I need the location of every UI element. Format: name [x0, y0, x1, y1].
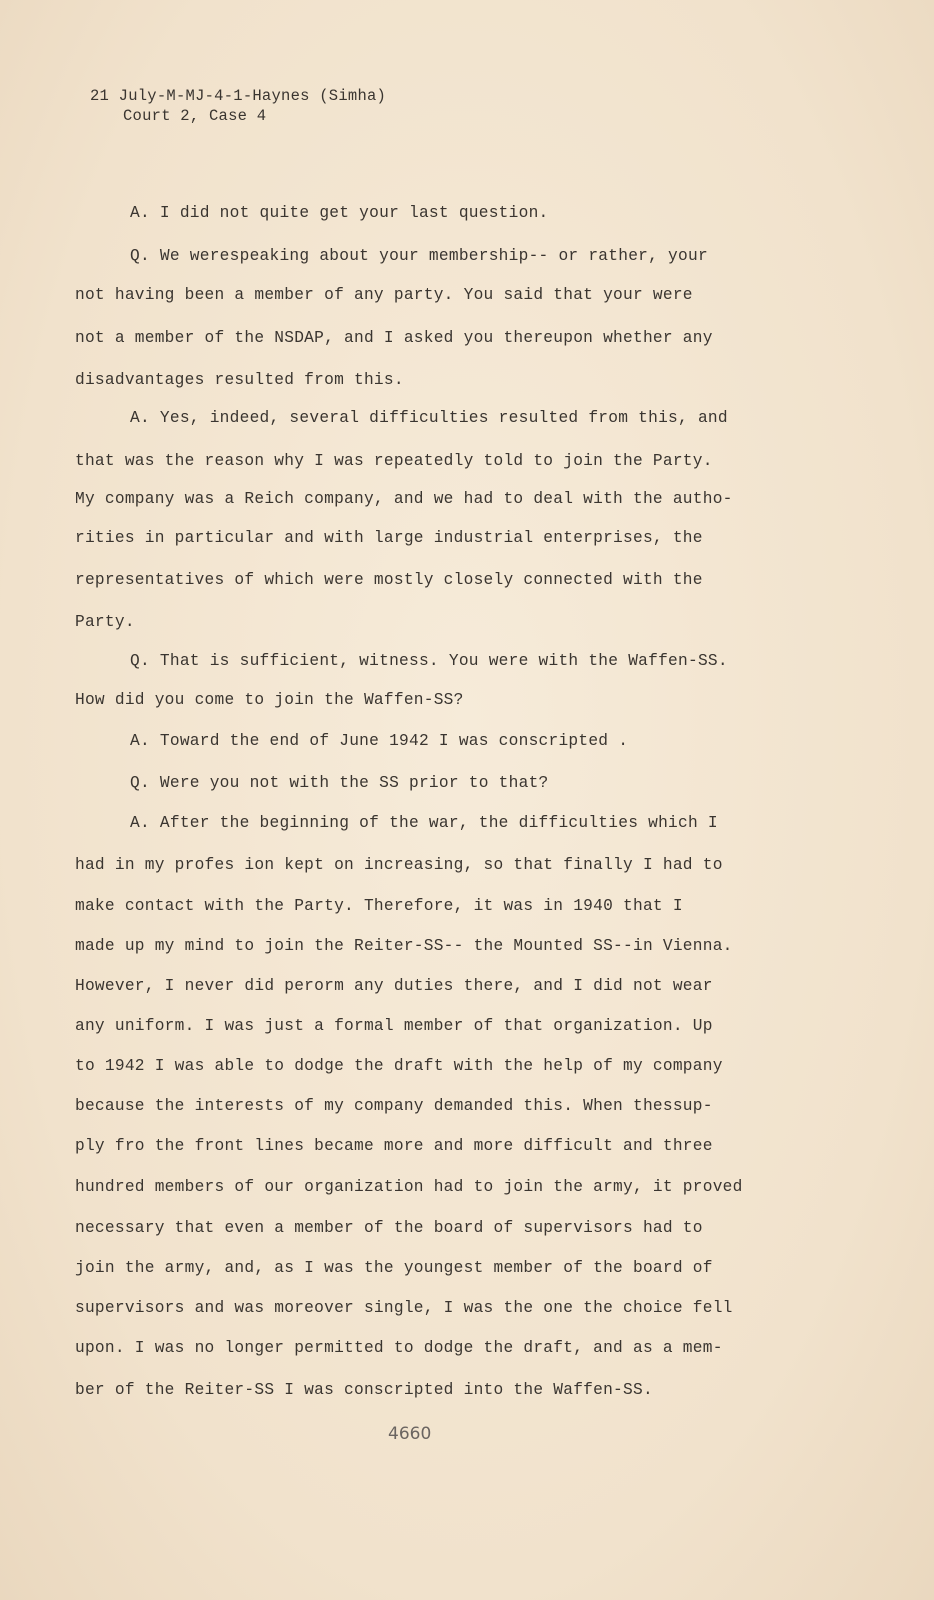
transcript-line: disadvantages resulted from this.: [75, 371, 404, 389]
header-line-2: Court 2, Case 4: [123, 107, 267, 125]
transcript-line: A. After the beginning of the war, the difficulties which I: [130, 814, 718, 832]
transcript-line: had in my profes ion kept on increasing, so that finally I had to: [75, 856, 723, 874]
transcript-line: Q. Were you not with the SS prior to that?: [130, 774, 549, 792]
transcript-line: Party.: [75, 613, 135, 631]
transcript-line: because the interests of my company demanded this. When thessup-: [75, 1097, 713, 1115]
transcript-line: that was the reason why I was repeatedly told to join the Party.: [75, 452, 713, 470]
transcript-line: A. Toward the end of June 1942 I was conscripted .: [130, 732, 629, 750]
transcript-line: make contact with the Party. Therefore, it was in 1940 that I: [75, 897, 683, 915]
transcript-line: My company was a Reich company, and we had to deal with the autho-: [75, 490, 733, 508]
transcript-line: necessary that even a member of the board of supervisors had to: [75, 1219, 703, 1237]
transcript-line: made up my mind to join the Reiter-SS-- the Mounted SS--in Vienna.: [75, 937, 733, 955]
transcript-line: join the army, and, as I was the youngest member of the board of: [75, 1259, 713, 1277]
transcript-line: ber of the Reiter-SS I was conscripted into the Waffen-SS.: [75, 1381, 653, 1399]
transcript-line: any uniform. I was just a formal member of that organization. Up: [75, 1017, 713, 1035]
transcript-line: rities in particular and with large industrial enterprises, the: [75, 529, 703, 547]
transcript-line: However, I never did perorm any duties there, and I did not wear: [75, 977, 713, 995]
transcript-line: A. Yes, indeed, several difficulties resulted from this, and: [130, 409, 728, 427]
page-number: 4660: [388, 1424, 432, 1444]
transcript-line: to 1942 I was able to dodge the draft with the help of my company: [75, 1057, 723, 1075]
transcript-line: A. I did not quite get your last question.: [130, 204, 549, 222]
transcript-line: upon. I was no longer permitted to dodge the draft, and as a mem-: [75, 1339, 723, 1357]
transcript-line: representatives of which were mostly closely connected with the: [75, 571, 703, 589]
transcript-line: How did you come to join the Waffen-SS?: [75, 691, 464, 709]
transcript-line: supervisors and was moreover single, I was the one the choice fell: [75, 1299, 733, 1317]
transcript-line: hundred members of our organization had to join the army, it proved: [75, 1178, 743, 1196]
transcript-line: Q. That is sufficient, witness. You were with the Waffen-SS.: [130, 652, 728, 670]
transcript-line: not a member of the NSDAP, and I asked you thereupon whether any: [75, 329, 713, 347]
header-line-1: 21 July-M-MJ-4-1-Haynes (Simha): [90, 87, 387, 105]
transcript-line: not having been a member of any party. You said that your were: [75, 286, 693, 304]
transcript-line: ply fro the front lines became more and more difficult and three: [75, 1137, 713, 1155]
transcript-line: Q. We werespeaking about your membership-- or rather, your: [130, 247, 708, 265]
